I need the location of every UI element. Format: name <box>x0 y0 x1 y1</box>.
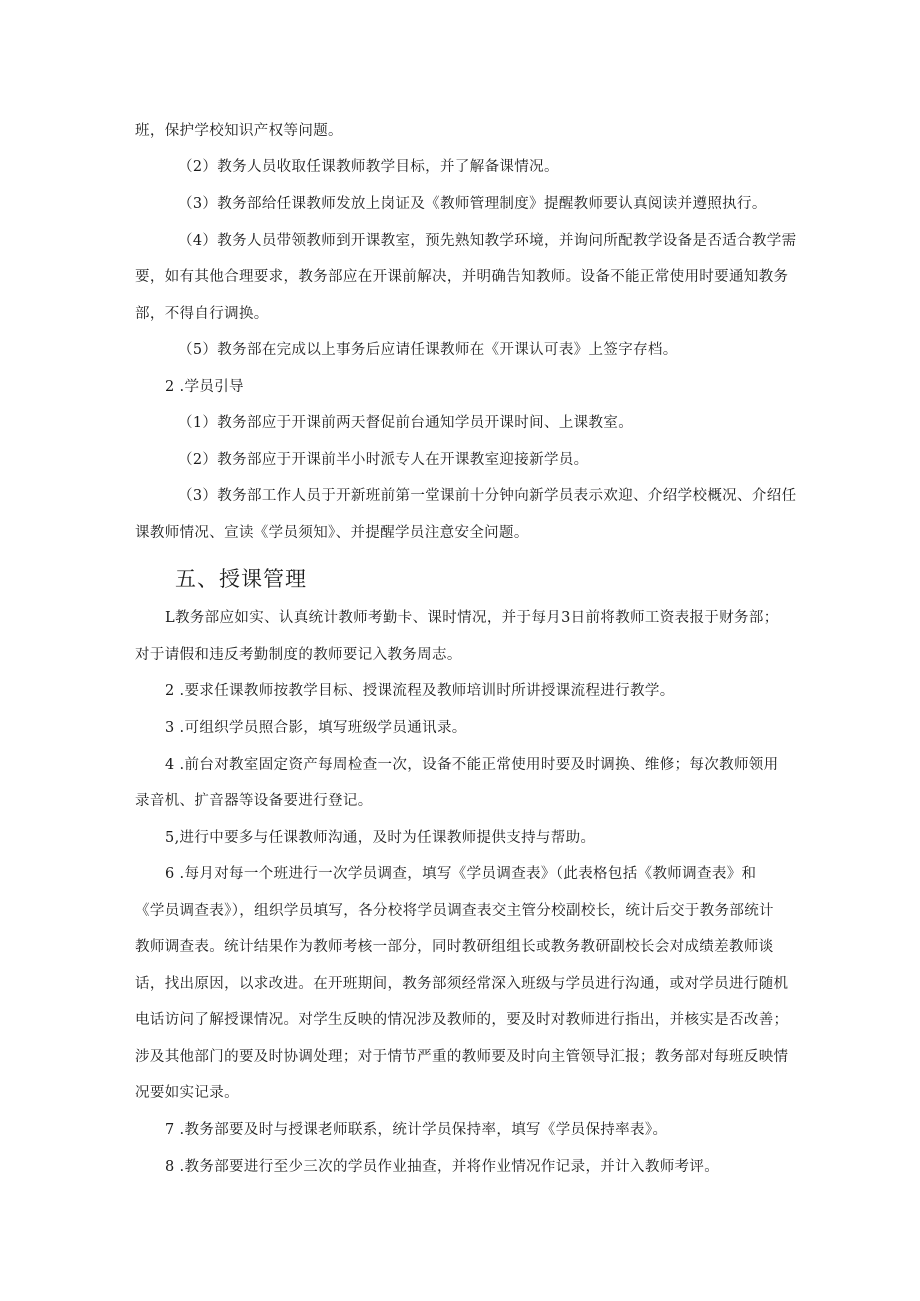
paragraph-line: 教师调查表。统计结果作为教师考核一部分，同时教研组组长或教务教研副校长会对成绩差教师谈 <box>135 939 774 955</box>
paragraph-line: 涉及其他部门的要及时协调处理；对于情节严重的教师要及时向主管领导汇报；教务部对每班反映情 <box>135 1049 789 1065</box>
list-heading: 2 .学员引导 <box>165 379 244 395</box>
paragraph-line: 2 .要求任课教师按教学目标、授课流程及教师培训时所讲授课流程进行教学。 <box>165 683 675 699</box>
paragraph-line: 4 .前台对教室固定资产每周检查一次，设备不能正常使用时要及时调换、维修；每次教师领用 <box>165 757 779 773</box>
paragraph-line: （4）教务人员带领教师到开课教室，预先熟知教学环境，并询问所配教学设备是否适合教学需 <box>178 233 797 249</box>
paragraph-line: 6 .每月对每一个班进行一次学员调查，填写《学员调查表》（此表格包括《教师调查表》和 <box>165 866 757 882</box>
paragraph-line: 录音机、扩音器等设备要进行登记。 <box>135 793 373 809</box>
paragraph-line: L教务部应如实、认真统计教师考勤卡、课时情况，并于每月3日前将教师工资表报于财务部； <box>165 610 779 626</box>
paragraph-line: 课教师情况、宣读《学员须知》、并提醒学员注意安全问题。 <box>135 525 529 541</box>
section-heading: 五、授课管理 <box>175 567 307 591</box>
paragraph-line: （3）教务部工作人员于开新班前第一堂课前十分钟向新学员表示欢迎、介绍学校概况、介绍任 <box>178 488 797 504</box>
paragraph-line: 班，保护学校知识产权等问题。 <box>135 123 343 139</box>
paragraph-line: 7 .教务部要及时与授课老师联系，统计学员保持率，填写《学员保持率表》。 <box>165 1122 668 1138</box>
paragraph-line: 电话访问了解授课情况。对学生反映的情况涉及教师的，要及时对教师进行指出，并核实是否改善； <box>135 1012 789 1028</box>
paragraph-line: 部，不得自行调换。 <box>135 306 269 322</box>
paragraph-line: 要，如有其他合理要求，教务部应在开课前解决，并明确告知教师。设备不能正常使用时要通知教务 <box>135 269 789 285</box>
paragraph-line: （2）教务人员收取任课教师教学目标，并了解备课情况。 <box>178 159 559 175</box>
paragraph-line: 况要如实记录。 <box>135 1085 239 1101</box>
paragraph-line: 话，找出原因，以求改进。在开班期间，教务部须经常深入班级与学员进行沟通，或对学员进行随机 <box>135 976 789 992</box>
paragraph-line: （5）教务部在完成以上事务后应请任课教师在《开课认可表》上签字存档。 <box>178 342 678 358</box>
paragraph-line: 8 .教务部要进行至少三次的学员作业抽查，并将作业情况作记录，并计入教师考评。 <box>165 1159 720 1175</box>
paragraph-line: 3 .可组织学员照合影，填写班级学员通讯录。 <box>165 720 467 736</box>
paragraph-line: （3）教务部给任课教师发放上岗证及《教师管理制度》提醒教师要认真阅读并遵照执行。 <box>178 196 767 212</box>
paragraph-line: （1）教务部应于开课前两天督促前台通知学员开课时间、上课教室。 <box>178 415 634 431</box>
paragraph-line: 《学员调查表》），组织学员填写，各分校将学员调查表交主管分校副校长，统计后交于教务部统计 <box>135 903 774 919</box>
paragraph-line: （2）教务部应于开课前半小时派专人在开课教室迎接新学员。 <box>178 452 589 468</box>
paragraph-line: 5,进行中要多与任课教师沟通，及时为任课教师提供支持与帮助。 <box>165 830 596 846</box>
paragraph-line: 对于请假和违反考勤制度的教师要记入教务周志。 <box>135 647 462 663</box>
